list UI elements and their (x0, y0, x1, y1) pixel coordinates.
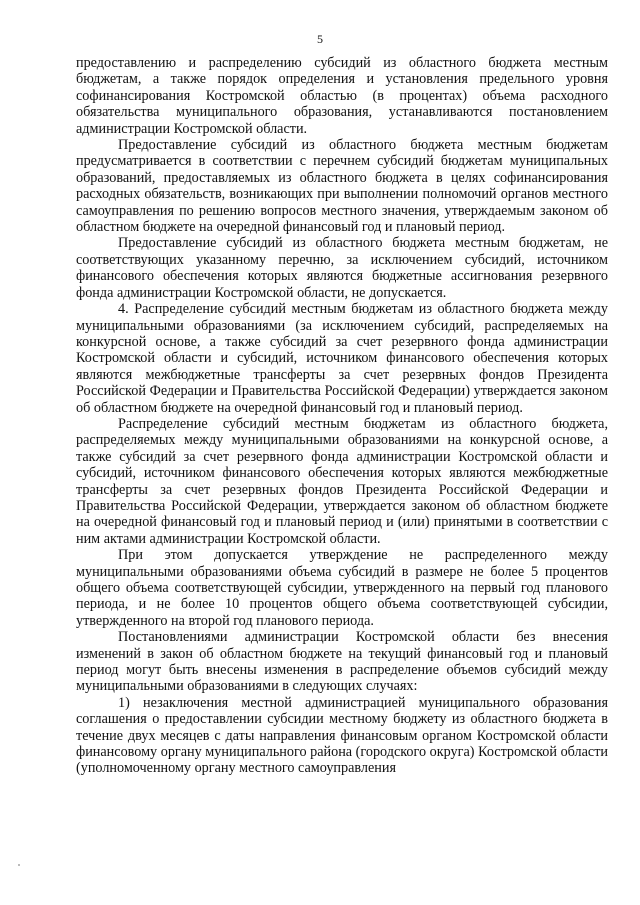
paragraph: Постановлениями администрации Костромской области без внесения изменений в закон об областном бюджете на текущий финансовый год и плановый период могут быть внесены изменения в распределение объемов субсидий между муниципальными образованиями в следующих случаях: (76, 629, 608, 695)
paragraph: 4. Распределение субсидий местным бюджетам из областного бюджета между муниципальными образованиями (за исключением субсидий, распределяемых на конкурсной основе, а также субсидий за счет резервного фонда администрации Костромской области и субсидий, источником финансового обеспечения которых являются межбюджетные трансферты за счет резервных фондов Президента Российской Федерации и Правительства Российской Федерации) утверждается законом об областном бюджете на очередной финансовый год и плановый период. (76, 301, 608, 416)
scan-speck (18, 864, 20, 866)
page-number: 5 (317, 32, 323, 46)
document-body (76, 55, 608, 777)
paragraph: Предоставление субсидий из областного бюджета местным бюджетам предусматривается в соответствии с перечнем субсидий бюджетам муниципальных образований, предоставляемых из областного бюджета в целях софинансирования расходных обязательств, возникающих при выполнении полномочий органов местного самоуправления по решению вопросов местного значения, утверждаемым законом об областном бюджете на очередной финансовый год и плановый период. (76, 137, 608, 236)
paragraph: 1) незаключения местной администрацией муниципального образования соглашения о предоставлении субсидии местному бюджету из областного бюджета в течение двух месяцев с даты направления финансовым органом Костромской области финансовому органу муниципального района (городского округа) Костромской области (уполномоченному органу местного самоуправления (76, 694, 608, 777)
paragraph: Распределение субсидий местным бюджетам из областного бюджета, распределяемых между муниципальными образованиями на конкурсной основе, а также субсидий за счет резервного фонда администрации Костромской области и субсидий, источником финансового обеспечения которых являются межбюджетные трансферты за счет резервных фондов Президента Российской Федерации и Правительства Российской Федерации, утверждается законом об областном бюджете на очередной финансовый год и плановый период и (или) принятыми в соответствии с ним актами администрации Костромской области. (76, 415, 608, 547)
paragraph: предоставлению и распределению субсидий из областного бюджета местным бюджетам, а также порядок определения и установления предельного уровня софинансирования Костромской областью (в процентах) объема расходного обязательства муниципального образования, устанавливаются постановлением администрации Костромской области. (76, 55, 608, 137)
paragraph: Предоставление субсидий из областного бюджета местным бюджетам, не соответствующих указанному перечню, за исключением субсидий, источником финансового обеспечения которых являются бюджетные ассигнования резервного фонда администрации Костромской области, не допускается. (76, 235, 608, 301)
paragraph: При этом допускается утверждение не распределенного между муниципальными образованиями объема субсидий в размере не более 5 процентов общего объема соответствующей субсидии, утвержденного на первый год планового периода, и не более 10 процентов общего объема соответствующей субсидии, утвержденного на второй год планового периода. (76, 547, 608, 629)
